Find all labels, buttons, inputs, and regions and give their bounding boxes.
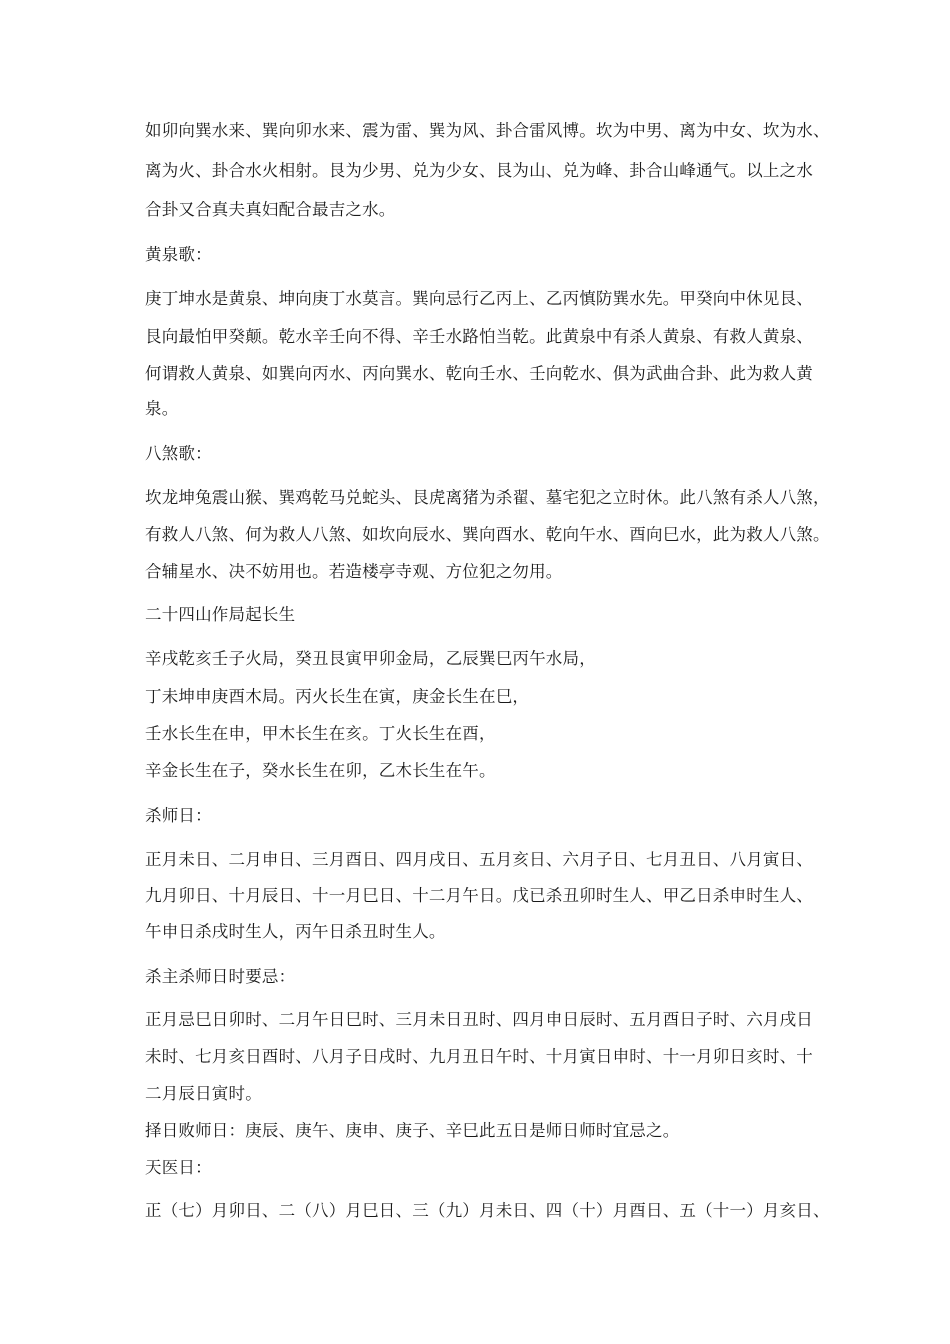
section-heading: 杀师日： [145,806,212,825]
text-line: 择日败师日：庚辰、庚午、庚申、庚子、辛巳此五日是师日师时宜忌之。 [145,1121,680,1140]
section-heading: 天医日： [145,1158,212,1177]
text-line: 二月辰日寅时。 [145,1084,262,1103]
text-line: 离为火、卦合水火相射。艮为少男、兑为少女、艮为山、兑为峰、卦合山峰通气。以上之水 [145,161,813,180]
text-line: 辛戌乾亥壬子火局，癸丑艮寅甲卯金局，乙辰巽巳丙午水局， [145,649,596,668]
text-line: 九月卯日、十月辰日、十一月巳日、十二月午日。戊已杀丑卯时生人、甲乙日杀申时生人、 [145,886,813,905]
text-line: 合卦又合真夫真妇配合最吉之水。 [145,200,396,219]
text-line: 辛金长生在子，癸水长生在卯，乙木长生在午。 [145,761,496,780]
text-line: 何谓救人黄泉、如巽向丙水、丙向巽水、乾向壬水、壬向乾水、俱为武曲合卦、此为救人黄 [145,364,813,383]
text-line: 壬水长生在申，甲木长生在亥。丁火长生在酉， [145,724,496,743]
text-line: 午申日杀戌时生人，丙午日杀丑时生人。 [145,922,446,941]
text-line: 坎龙坤兔震山猴、巽鸡乾马兑蛇头、艮虎离猪为杀翟、墓宅犯之立时休。此八煞有杀人八煞， [145,488,830,507]
section-heading: 二十四山作局起长生 [145,605,296,624]
text-line: 合辅星水、决不妨用也。若造楼亭寺观、方位犯之勿用。 [145,562,563,581]
section-heading: 八煞歌： [145,444,212,463]
text-line: 有救人八煞、何为救人八煞、如坎向辰水、巽向酉水、乾向午水、酉向巳水，此为救人八煞。 [145,525,830,544]
text-line: 丁未坤申庚酉木局。丙火长生在寅，庚金长生在巳， [145,687,530,706]
text-line: 正月未日、二月申日、三月酉日、四月戌日、五月亥日、六月子日、七月丑日、八月寅日、 [145,850,813,869]
text-line: 如卯向巽水来、巽向卯水来、震为雷、巽为风、卦合雷风博。坎为中男、离为中女、坎为水、 [145,121,830,140]
text-line: 正月忌巳日卯时、二月午日巳时、三月未日丑时、四月申日辰时、五月酉日子时、六月戌日 [145,1010,813,1029]
section-heading: 黄泉歌： [145,245,212,264]
text-line: 正（七）月卯日、二（八）月巳日、三（九）月未日、四（十）月酉日、五（十一）月亥日、 [145,1201,830,1220]
text-line: 未时、七月亥日酉时、八月子日戌时、九月丑日午时、十月寅日申时、十一月卯日亥时、十 [145,1047,813,1066]
text-line: 泉。 [145,399,179,418]
text-line: 艮向最怕甲癸颠。乾水辛壬向不得、辛壬水路怕当乾。此黄泉中有杀人黄泉、有救人黄泉、 [145,327,813,346]
section-heading: 杀主杀师日时要忌： [145,967,296,986]
text-line: 庚丁坤水是黄泉、坤向庚丁水莫言。巽向忌行乙丙上、乙丙慎防巽水先。甲癸向中休见艮、 [145,289,813,308]
